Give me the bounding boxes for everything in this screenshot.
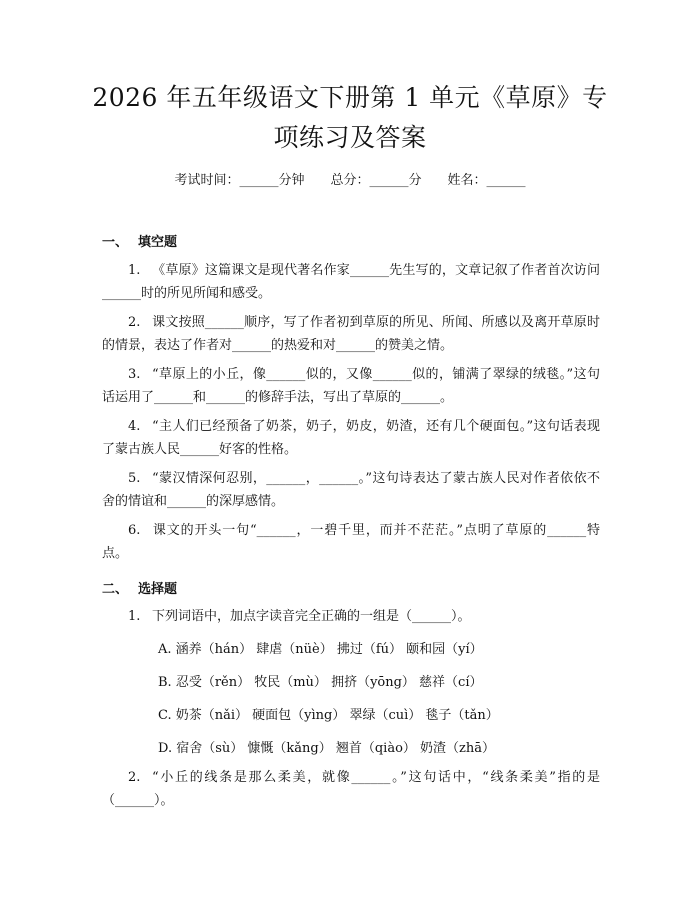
question-number: 5. [128,471,141,486]
exam-score: 总分：______分 [330,173,422,188]
question-number: 1. [128,609,141,624]
question-text: “主人们已经预备了奶茶，奶子，奶皮，奶渣，还有几个硬面包。”这句话表现了蒙古族人民______好客的性格。 [102,419,600,457]
question-text: 课文的开头一句“______，一碧千里，而并不茫茫。”点明了草原的______特点。 [102,523,600,561]
question-item [102,605,600,628]
choice-option-b: B. 忍受（rěn） 牧民（mù） 拥挤（yōng） 慈祥（cí） [158,675,483,690]
question-text: 《草原》这篇课文是现代著名作家______先生写的，文章记叙了作者首次访问______时的所见所闻和感受。 [102,263,600,301]
exam-meta [0,169,700,188]
section-number: 一、 [102,235,129,250]
question-number: 2. [128,770,141,785]
question-text: 下列词语中，加点字读音完全正确的一组是（______）。 [152,609,471,624]
question-number: 6. [128,523,141,538]
question-item [102,311,600,357]
section-title: 选择题 [138,582,178,597]
question-item [102,259,600,305]
section-heading [102,578,177,597]
question-number: 1. [128,263,141,278]
title-line-1: 2026 年五年级语文下册第 1 单元《草原》专 [92,83,608,112]
question-text: 课文按照______顺序，写了作者初到草原的所见、所闻、所感以及离开草原时的情景，表达了作者对______的热爱和对______的赞美之情。 [102,315,600,353]
student-name: 姓名：______ [447,173,526,188]
question-text: “蒙汉情深何忍别，______，______。”这句诗表达了蒙古族人民对作者依依不舍的情谊和______的深厚感情。 [102,471,600,509]
question-item [102,415,600,461]
exam-time: 考试时间：______分钟 [174,173,305,188]
title-line-2: 项练习及答案 [273,123,427,152]
section-title: 填空题 [138,235,178,250]
question-number: 3. [128,367,141,382]
question-text: “小丘的线条是那么柔美，就像______。”这句话中，“线条柔美”指的是（______）。 [102,770,600,808]
section-number: 二、 [102,582,129,597]
document-title [60,78,640,158]
question-item [102,519,600,565]
question-item [102,766,600,812]
section-heading [102,231,177,250]
question-item [102,467,600,513]
question-item [102,363,600,409]
question-text: “草原上的小丘，像______似的，又像______似的，铺满了翠绿的绒毯。”这句话运用了______和______的修辞手法，写出了草原的______。 [102,367,600,405]
choice-option-d: D. 宿舍（sù） 慷慨（kǎng） 翘首（qiào） 奶渣（zhā） [158,741,496,756]
choice-option-c: C. 奶茶（nǎi） 硬面包（yìng） 翠绿（cuì） 毯子（tǎn） [158,708,499,723]
choice-option-a: A. 涵养（hán） 肆虐（nüè） 拂过（fú） 颐和园（yí） [158,642,483,657]
question-number: 4. [128,419,141,434]
question-number: 2. [128,315,141,330]
